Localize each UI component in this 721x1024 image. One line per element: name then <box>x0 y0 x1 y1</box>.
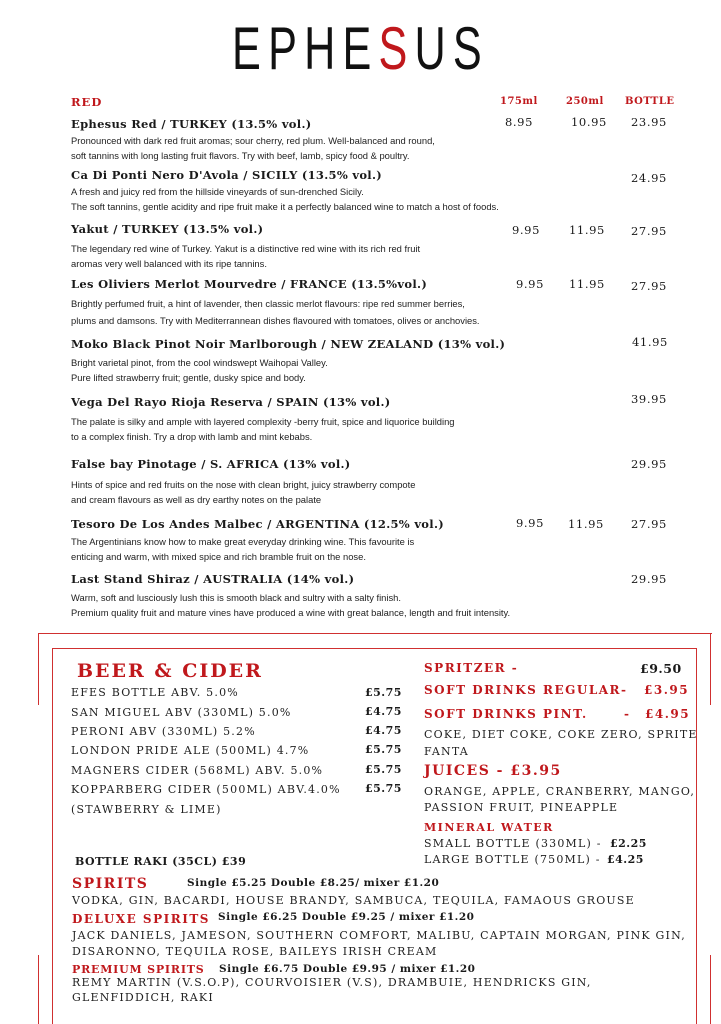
red-heading: RED <box>71 95 103 109</box>
raki-bottle: BOTTLE RAKI (35CL) £39 <box>75 855 247 868</box>
frame-left-line-bottom <box>38 955 39 1024</box>
beer-item: SAN MIGUEL ABV (330ML) 5.0% <box>71 706 292 719</box>
wine-desc-line: aromas very well balanced with its ripe tannins. <box>71 258 267 269</box>
wine-price-bottle: 29.95 <box>631 572 667 586</box>
wine-price-175: 9.95 <box>516 516 545 530</box>
deluxe-spirits-list: JACK DANIELS, JAMESON, SOUTHERN COMFORT, MALIBU, CAPTAIN MORGAN, PINK GIN, <box>72 929 686 942</box>
soft-drinks-list: FANTA <box>424 745 469 758</box>
wine-name: Last Stand Shiraz / AUSTRALIA (14% vol.) <box>71 572 355 586</box>
frame-left-line-top <box>38 633 39 705</box>
mineral-water-heading: MINERAL WATER <box>424 821 554 834</box>
spritzer-price: £9.50 <box>640 661 682 676</box>
wine-price-250: 10.95 <box>571 115 607 129</box>
ephesus-logo <box>101 14 620 83</box>
beer-price: £5.75 <box>365 782 402 795</box>
wine-name: Les Oliviers Merlot Mourvedre / FRANCE (13.5%vol.) <box>71 277 428 291</box>
soft-drinks-list: COKE, DIET COKE, COKE ZERO, SPRITE <box>424 728 698 741</box>
logo-text-a: EPHE <box>232 15 379 82</box>
wine-name: Ca Di Ponti Nero D'Avola / SICILY (13.5% vol.) <box>71 168 383 182</box>
wine-desc-line: Brightly perfumed fruit, a hint of lavender, then classic merlot flavours: ripe red summer berries, <box>71 298 465 309</box>
beer-cider-heading: BEER & CIDER <box>77 660 263 682</box>
wine-desc-line: enticing and warm, with mixed spice and rich bramble fruit on the nose. <box>71 551 366 562</box>
frame-inner-right-line <box>696 648 697 1024</box>
col-250ml: 250ml <box>566 96 604 107</box>
frame-inner-top-line <box>52 648 696 649</box>
col-bottle: BOTTLE <box>625 96 675 107</box>
deluxe-spirits-prices: Single £6.25 Double £9.25 / mixer £1.20 <box>218 911 475 923</box>
beer-note: (STAWBERRY & LIME) <box>71 803 222 816</box>
wine-price-bottle: 41.95 <box>632 335 668 349</box>
deluxe-spirits-list: DISARONNO, TEQUILA ROSE, BAILEYS IRISH CREAM <box>72 945 438 958</box>
beer-item: PERONI ABV (330ML) 5.2% <box>71 725 256 738</box>
col-175ml: 175ml <box>500 96 538 107</box>
wine-desc-line: Premium quality fruit and mature vines have produced a wine with great balance, length and fruit intensity. <box>71 607 511 618</box>
wine-name: False bay Pinotage / S. AFRICA (13% vol.) <box>71 457 351 471</box>
spirits-heading: SPIRITS <box>72 876 149 892</box>
wine-name: Ephesus Red / TURKEY (13.5% vol.) <box>71 117 312 131</box>
beer-price: £5.75 <box>365 686 402 699</box>
wine-price-250: 11.95 <box>569 277 605 291</box>
wine-desc-line: The legendary red wine of Turkey. Yakut is a distinctive red wine with its rich red fruit <box>71 243 421 254</box>
water-price: £4.25 <box>607 853 644 866</box>
premium-spirits-list: GLENFIDDICH, RAKI <box>72 991 214 1004</box>
wine-price-bottle: 23.95 <box>631 115 667 129</box>
wine-desc-line: Hints of spice and red fruits on the nose with clean bright, juicy strawberry compote <box>71 479 416 490</box>
wine-price-175: 9.95 <box>512 223 541 237</box>
wine-price-250: 11.95 <box>568 517 604 531</box>
wine-price-250: 11.95 <box>569 223 605 237</box>
frame-right-line-bottom <box>710 955 711 1024</box>
wine-price-bottle: 27.95 <box>631 279 667 293</box>
wine-name: Moko Black Pinot Noir Marlborough / NEW ZEALAND (13% vol.) <box>71 337 506 351</box>
frame-right-line-top <box>710 633 711 705</box>
wine-desc-line: and cream flavours as well as dry earthy notes on the palate <box>71 494 322 505</box>
spirits-list: VODKA, GIN, BACARDI, HOUSE BRANDY, SAMBUCA, TEQUILA, FAMAOUS GROUSE <box>72 894 635 907</box>
wine-price-bottle: 24.95 <box>631 171 667 185</box>
wine-price-bottle: 39.95 <box>631 392 667 406</box>
beer-price: £4.75 <box>365 705 402 718</box>
logo-text-s: S <box>378 15 415 82</box>
wine-desc-line: The palate is silky and ample with layered complexity -berry fruit, spice and liquorice building <box>71 416 455 427</box>
soft-pint-dash: - <box>624 707 631 721</box>
beer-item: KOPPARBERG CIDER (500ML) ABV.4.0% <box>71 783 341 796</box>
wine-desc-line: Bright varietal pinot, from the cool windswept Waihopai Valley. <box>71 357 328 368</box>
wine-name: Yakut / TURKEY (13.5% vol.) <box>71 222 264 236</box>
wine-price-175: 9.95 <box>516 277 545 291</box>
wine-desc-line: Pure lifted strawberry fruit; gentle, dusky spice and body. <box>71 372 306 383</box>
spirits-prices: Single £5.25 Double £8.25/ mixer £1.20 <box>187 877 440 889</box>
soft-pint-price: £4.95 <box>645 707 691 721</box>
wine-price-175: 8.95 <box>505 115 534 129</box>
soft-regular-label: SOFT DRINKS REGULAR- <box>424 683 628 697</box>
wine-desc-line: The soft tannins, gentle acidity and ripe fruit make it a perfectly balanced wine to match a host of foods. <box>71 201 499 212</box>
juices-list: ORANGE, APPLE, CRANBERRY, MANGO, <box>424 785 696 798</box>
beer-item: MAGNERS CIDER (568ML) ABV. 5.0% <box>71 764 324 777</box>
wine-name: Tesoro De Los Andes Malbec / ARGENTINA (12.5% vol.) <box>71 517 444 531</box>
wine-desc-line: Warm, soft and lusciously lush this is smooth black and sultry with a salty finish. <box>71 592 401 603</box>
logo-text-b: US <box>414 15 489 82</box>
beer-price: £5.75 <box>365 763 402 776</box>
wine-desc-line: A fresh and juicy red from the hillside vineyards of sun-drenched Sicily. <box>71 186 364 197</box>
wine-desc-line: Pronounced with dark red fruit aromas; sour cherry, red plum. Well-balanced and round, <box>71 135 435 146</box>
wine-price-bottle: 27.95 <box>631 517 667 531</box>
spritzer-label: SPRITZER - <box>424 661 519 675</box>
beer-price: £4.75 <box>365 724 402 737</box>
wine-name: Vega Del Rayo Rioja Reserva / SPAIN (13% vol.) <box>71 395 391 409</box>
premium-spirits-list: REMY MARTIN (V.S.O.P), COURVOISIER (V.S), DRAMBUIE, HENDRICKS GIN, <box>72 976 592 989</box>
water-item: LARGE BOTTLE (750ML) - <box>424 853 601 866</box>
frame-inner-left-line <box>52 648 53 1024</box>
frame-top-line <box>38 633 712 634</box>
wine-desc-line: soft tannins with long lasting fruit flavors. Try with beef, lamb, spicy food & poultry. <box>71 150 410 161</box>
juices-heading: JUICES - £3.95 <box>424 763 562 779</box>
deluxe-spirits-heading: DELUXE SPIRITS <box>72 912 210 926</box>
beer-item: EFES BOTTLE ABV. 5.0% <box>71 686 239 699</box>
wine-desc-line: to a complex finish. Try a drop with lamb and mint kebabs. <box>71 431 313 442</box>
premium-spirits-heading: PREMIUM SPIRITS <box>72 963 205 976</box>
water-item: SMALL BOTTLE (330ML) - <box>424 837 602 850</box>
beer-item: LONDON PRIDE ALE (500ML) 4.7% <box>71 744 310 757</box>
premium-spirits-prices: Single £6.75 Double £9.95 / mixer £1.20 <box>219 963 476 975</box>
juices-list: PASSION FRUIT, PINEAPPLE <box>424 801 619 814</box>
wine-desc-line: The Argentinians know how to make great everyday drinking wine. This favourite is <box>71 536 415 547</box>
water-price: £2.25 <box>610 837 647 850</box>
wine-price-bottle: 29.95 <box>631 457 667 471</box>
soft-regular-price: £3.95 <box>644 683 690 697</box>
wine-desc-line: plums and damsons. Try with Mediterrannean dishes flavoured with tomatoes, olives or anchovies. <box>71 315 480 326</box>
soft-pint-label: SOFT DRINKS PINT. <box>424 707 588 721</box>
beer-price: £5.75 <box>365 743 402 756</box>
wine-price-bottle: 27.95 <box>631 224 667 238</box>
